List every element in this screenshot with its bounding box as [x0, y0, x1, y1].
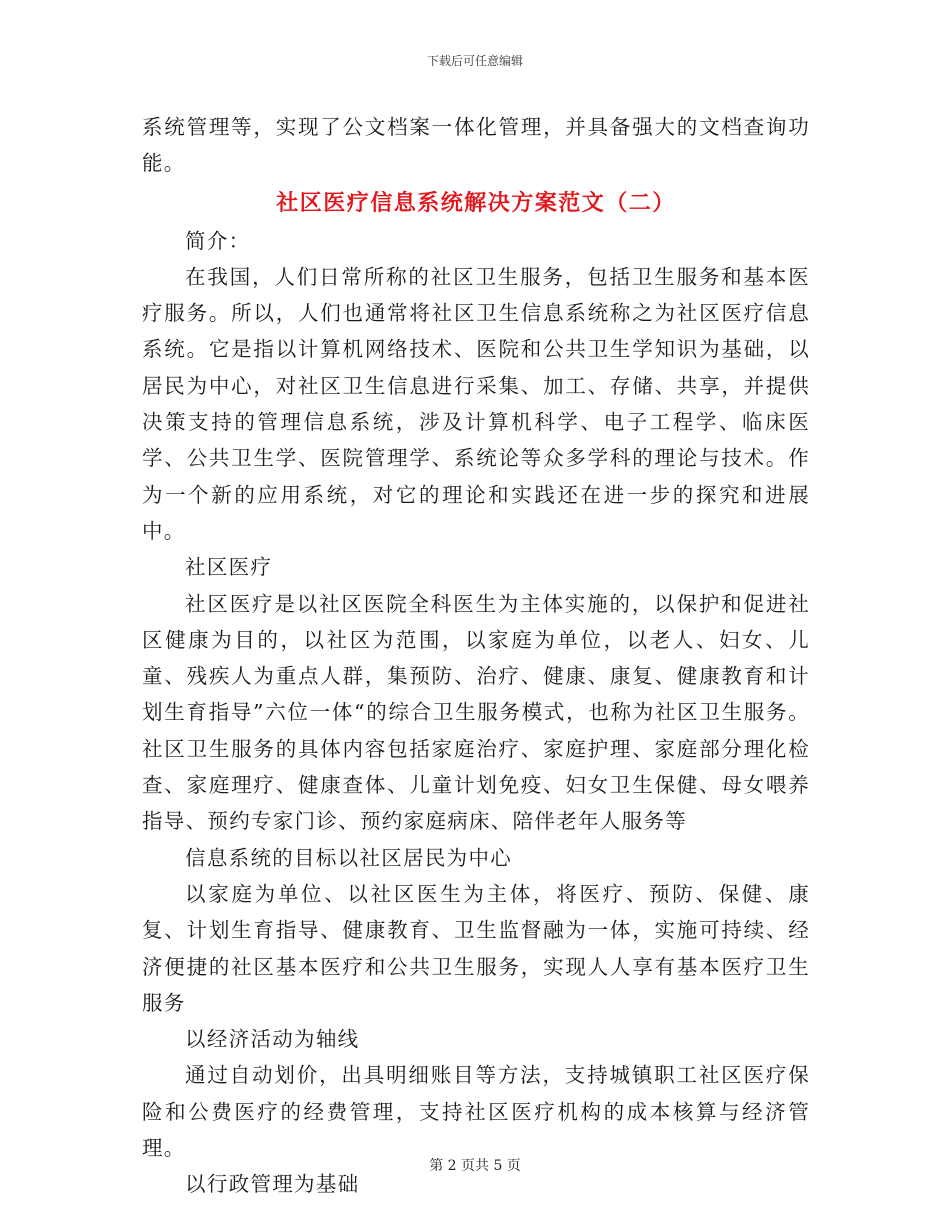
- page-footer: 第 2 页共 5 页: [429, 1158, 521, 1174]
- economic-axis-paragraph: 通过自动划价，出具明细账目等方法，支持城镇职工社区医疗保险和公费医疗的经费管理，支持社区医疗机构的成本核算与经济管理。: [142, 1063, 810, 1161]
- intro-paragraph: 在我国，人们日常所称的社区卫生服务，包括卫生服务和基本医疗服务。所以，人们也通常将社区卫生信息系统称之为社区医疗信息系统。它是指以计算机网络技术、医院和公共卫生学知识为基础，以居民为中心，对社区卫生信息进行采集、加工、存储、共享，并提供决策支持的管理信息系统，涉及计算机科学、电子工程学、临床医学、公共卫生学、医院管理学、系统论等众多学科的理论与技术。作为一个新的应用系统，对它的理论和实践还在进一步的探究和进展中。: [142, 264, 810, 543]
- document-body: [142, 109, 810, 1203]
- document-title: 社区医疗信息系统解决方案范文（二）: [276, 189, 676, 216]
- page-header: 下载后可任意编辑: [426, 54, 523, 68]
- community-care-heading: 社区医疗: [185, 555, 273, 580]
- community-care-paragraph: 社区医疗是以社区医院全科医生为主体实施的，以保护和促进社区健康为目的，以社区为范围，以家庭为单位，以老人、妇女、儿童、残疾人为重点人群，集预防、治疗、健康、康复、健康教育和计划生育指导”六位一体“的综合卫生服务模式，也称为社区卫生服务。社区卫生服务的具体内容包括家庭治疗、家庭护理、家庭部分理化检查、家庭理疗、健康查体、儿童计划免疫、妇女卫生保健、母女喂养指导、预约专家门诊、预约家庭病床、陪伴老年人服务等: [142, 591, 810, 834]
- admin-basis-heading: 以行政管理为基础: [185, 1172, 360, 1197]
- continuation-paragraph: 系统管理等，实现了公文档案一体化管理，并具备强大的文档查询功能。: [142, 115, 810, 176]
- economic-axis-heading: 以经济活动为轴线: [185, 1027, 360, 1052]
- system-goal-paragraph: 以家庭为单位、以社区医生为主体，将医疗、预防、保健、康复、计划生育指导、健康教育、卫生监督融为一体，实施可持续、经济便捷的社区基本医疗和公共卫生服务，实现人人享有基本医疗卫生服务: [142, 881, 810, 1015]
- intro-heading: 简介：: [185, 228, 251, 253]
- system-goal-heading: 信息系统的目标以社区居民为中心: [185, 845, 513, 870]
